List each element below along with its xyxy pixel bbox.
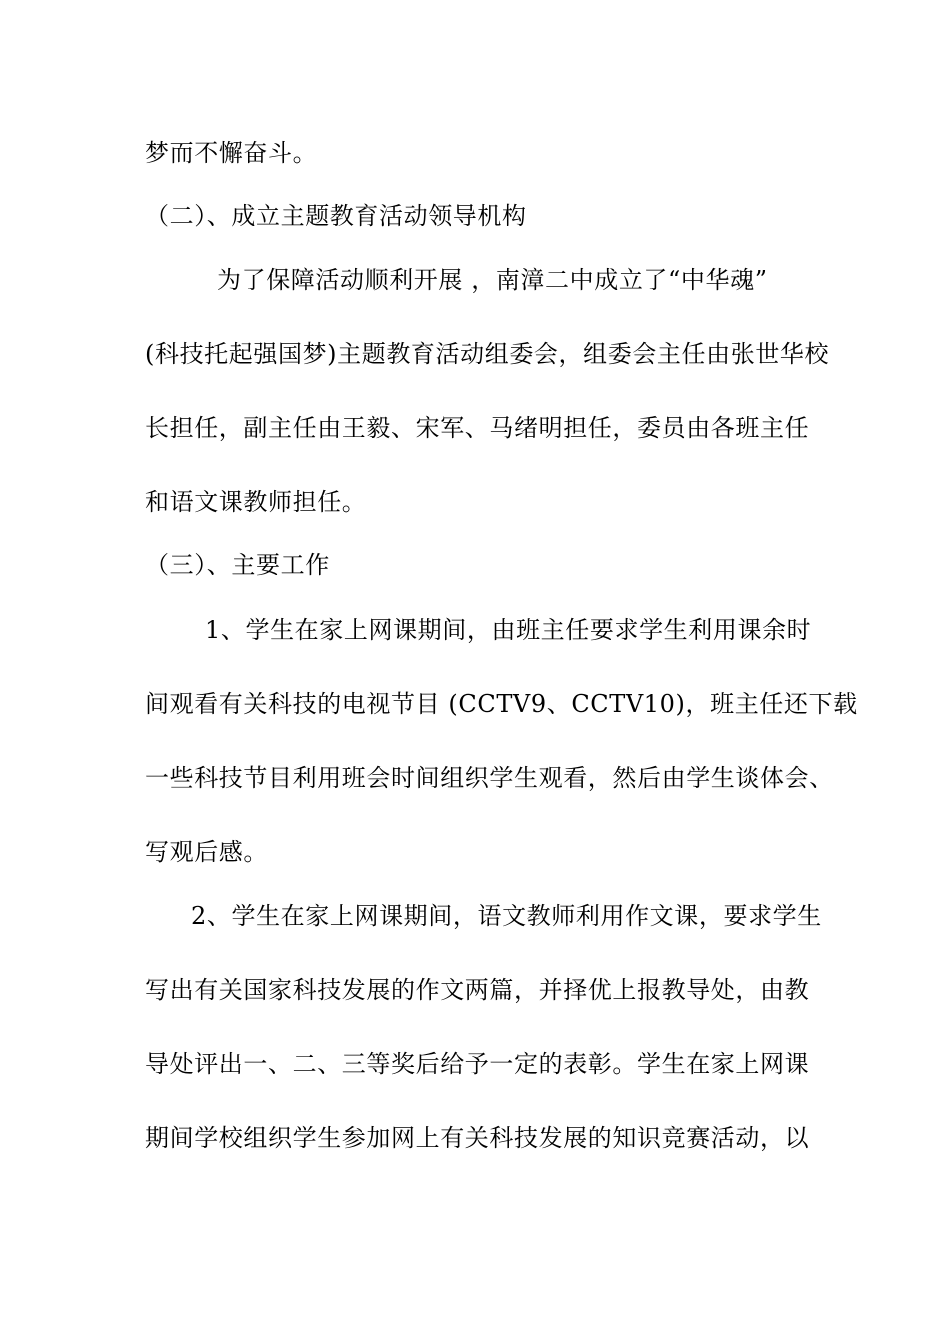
text-line: 和语文课教师担任。 (145, 488, 367, 516)
text-line: 写观后感。 (145, 838, 268, 866)
section-heading: （三）、主要工作 (145, 551, 330, 579)
text-line: 长担任，副主任由王毅、宋军、马绪明担任，委员由各班主任 (145, 414, 810, 442)
text-line: 1、学生在家上网课期间，由班主任要求学生利用课余时 (205, 616, 812, 644)
text-line: 一些科技节目利用班会时间组织学生观看，然后由学生谈体会、 (145, 764, 834, 792)
text-line: 间观看有关科技的电视节目 (CCTV9、CCTV10)，班主任还下载 (145, 690, 858, 718)
text-line: 期间学校组织学生参加网上有关科技发展的知识竞赛活动，以 (145, 1124, 810, 1152)
text-line: 写出有关国家科技发展的作文两篇，并择优上报教导处，由教 (145, 976, 810, 1004)
text-line: 为了保障活动顺利开展 ，南漳二中成立了“中华魂” (217, 266, 768, 294)
text-line: (科技托起强国梦)主题教育活动组委会，组委会主任由张世华校 (145, 340, 830, 368)
section-heading: （二）、成立主题教育活动领导机构 (145, 202, 527, 230)
text-line: 导处评出一、二、三等奖后给予一定的表彰。学生在家上网课 (145, 1050, 810, 1078)
text-line: 梦而不懈奋斗。 (145, 139, 318, 167)
text-line: 2、学生在家上网课期间，语文教师利用作文课，要求学生 (191, 902, 822, 930)
